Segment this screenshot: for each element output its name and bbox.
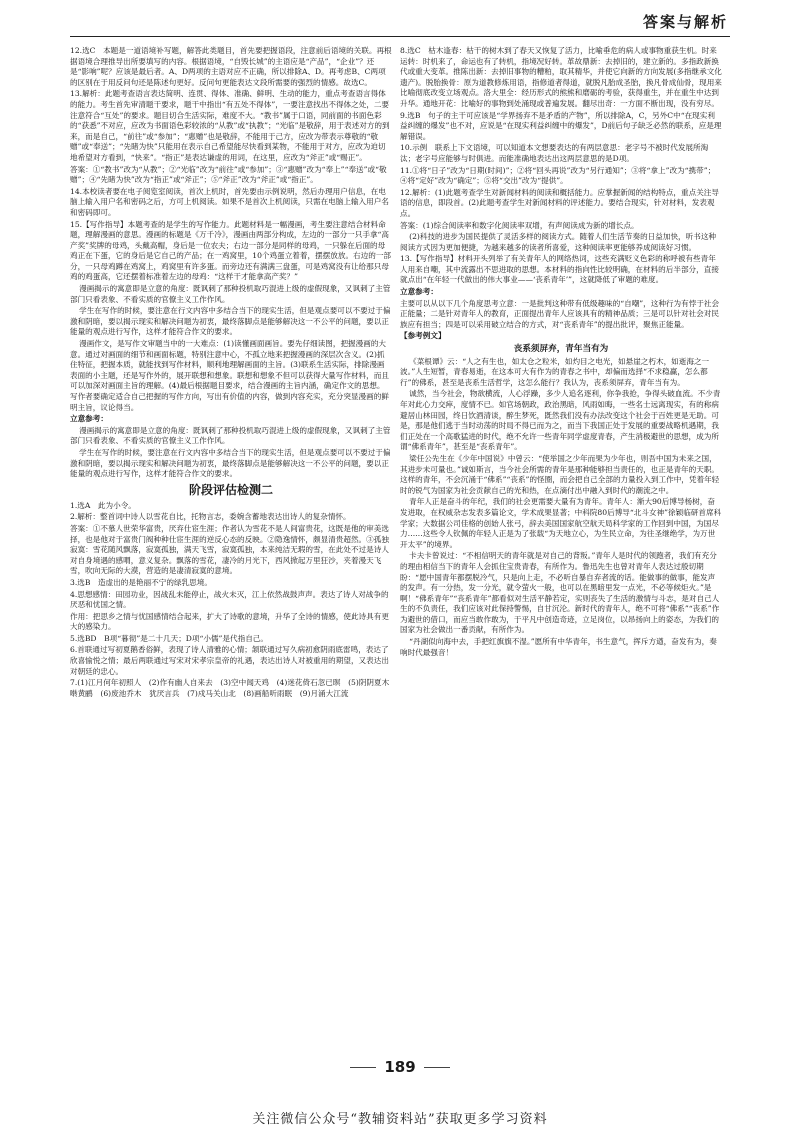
left-paragraph: 答案：①“教书”改为“从教”；②“光临”改为“前往”或“参加”；③“惠赠”改为“奉上”“奉送”或“敬赠”；④“先睹为快”改为“指正”或“斧正”；⑤“斧正”改为“斧正”或“指正”。 (70, 164, 387, 185)
header-title: 答案与解析 (642, 13, 728, 31)
right-paragraph: 答案：(1)综合阅读率和数字化阅读率双增，有声阅读成为新的增长点。 (400, 220, 639, 230)
right-paragraph: 12.解析：(1)此题考查学生对新闻材料的阅读和概括能力。应掌握新闻的结构特点，重点关注导语的信息，即段首。(2)此题考查学生对新闻材料的评述能力。要结合现实，针对材料，发表观点。 (400, 187, 719, 218)
left-paragraph: 漫画揭示的寓意即是立意的角度：既讽刺了那种投机取巧混进上级的虚假现象，又讽刺了主管部门只看表象、不看实质的官僚主义工作作风。 (70, 284, 391, 304)
right-column (400, 46, 722, 659)
left-paragraph: 2.解析：整首词中诗人以雪花自比，托物言志，委婉含蓄地表达出诗人的复杂情怀。 (70, 512, 351, 522)
page-number-row (0, 1058, 800, 1076)
left-paragraph: 答案：①不慕人世荣华富贵，厌弃仕宦生涯；作者认为雪花不是人间富贵花，这既是他的审美选择，也是他对于富贵门阀种种仕宦生涯的逆反心态的反映。②隐逸情怀，颇显清贵超然。③孤独寂寞：雪花随风飘落，寂寞孤独，满天飞雪，寂寞孤独，本来纯洁无瑕的雪，在此处不过是诗人对自身境遇的感喟，意义复杂。飘落的雪花，凄冷的月光下，西风掀起万里狂沙，夹着漫天飞雪，吹向无际的大漠，营造的是凄清寂寞的意境。 (70, 523, 389, 576)
page-number-dash-left (350, 1067, 376, 1068)
page-header (0, 0, 800, 34)
header-rule (70, 36, 730, 37)
right-paragraph: 诚然，当今社会，物欲横流，人心浮躁，多少人追名逐利，你争我抢，争得头破血流。不少青年对此心力交瘁，度情不已。如官场朝政，政治黑暗，风雨如晦，一些名士远离现实，有的称病避居山林田园，终日饮酒清谈，醉生梦死，既然我们没有办法改变这个社会于百姓更是无助。可是，那是他们逃于当时动荡的时局不得已而为之，而当下我国正处于发展的重要战略机遇期，我们正处在一个高歌猛进的时代，绝不允许一些青年同学虚度青春，产生消极避世的思想，成为所谓“佛系青年”，甚至是“丧系青年”。 (400, 389, 721, 452)
right-paragraph: 卡夫卡曾说过：“不相信明天的青年就是对自己的背叛。”青年人是时代的领跑者，我们有充分的理由相信当下的青年人会抓住宝贵青春，有所作为。鲁迅先生也曾对青年人表达过殷切期盼：“愿中国青年都摆脱冷气，只是向上走，不必听自暴自弃者流的话。能做事的做事，能发声的发声。有一分热，发一分光，就令萤火一般，也可以在黑暗里发一点光，不必等候炬火。”是啊！“佛系青年”“丧系青年”都看似对生活平静若定，实则丧失了生活的激情与斗志，是对自己人生的不负责任，我们应该对此保持警惕，自甘沉沦。新时代的青年人，绝不可将“佛系”“丧系”作为避世的借口，而应当敢作敢为，于平凡中创造奇迹，立足岗位，以昂扬向上的姿态，为我们的国家为社会做出一番贡献，有所作为。 (400, 551, 720, 635)
left-paragraph: 漫画揭示的寓意即是立意的角度：既讽刺了那种投机取巧混进上级的虚假现象，又讽刺了主管部门只看表象、不看实质的官僚主义工作作风。 (70, 425, 391, 446)
right-paragraph: 10.示例 联系上下文语境，可以知道本文想要表达的有两层意思：老字号不被时代发展所淘汰；老字号应能够与时俱进。而能准确地表达出这两层意思的是D项。 (400, 143, 709, 163)
left-paragraph: 3.选B 造虚出的是艳丽不宁的绿乳思境。 (70, 577, 212, 587)
essay-title: 丧系须屏弃，青年当有为 (513, 344, 609, 355)
right-paragraph: “丹湖似向海中去，手把红旗旗不湿。”愿所有中华青年，书生意气，挥斥方遒，奋发有为，奏响时代最强音！ (400, 637, 717, 657)
right-paragraph: (2)科技的进步为国民提供了灵活多样的阅读方式。随着人们生活节奏的日益加快，听书这种阅读方式因为更加便捷，为越来越多的读者所喜爱，这种阅读率更能够养成阅读好习惯。 (400, 232, 717, 252)
left-paragraph: 6.首联通过写初夏鹅香俗鲜，表现了诗人清雅的心情；颔联通过写久病初愈阴雨底雷鸣，表达了欣喜愉悦之情；最后两联通过写宋对宋孝宗皇帝的礼遇，表达出诗人对被重用的期望，又表达出对朝廷的忠心。 (70, 645, 389, 676)
right-paragraph: 13.【写作指导】材料开头列举了有关青年人的网络热词，这些充满贬义色彩的称呼被有些青年人用来自嘲，其中流露出不思进取的思想。本材料的指向性比较明确，在材料的后半部分，直接就点出“在年轻一代做出的伟大事业——‘丧系青年’”，这就降低了审题的难度。 (400, 254, 719, 285)
left-paragraph: 12.选C 本题是一道语境补写题，解答此类题目，首先要把握语段，注意前后语境的关联。再根据语境合理推导出所要填写的内容。根据语境，“自毁长城”的主语应是“产品”，“企业”？还是“影响”呢？应该是最后者。A、D两项的主语对应不正确，所以排除A、D。再考虑B、C两项的区别在于用反问句还是陈述句更好。反问句更能表达文段所需要的强烈的情感。故选C。 (70, 46, 392, 87)
page-number: 189 (384, 1058, 416, 1076)
right-paragraph: 主要可以从以下几个角度思考立意：一是批判这种带有低级趣味的“自嘲”，这种行为有悖于社会正能量；二是针对青年人的教育，正面提出青年人应该具有的精神品质；三是可以针对社会对民族应有担当；四是可以采用破立结合的方式，对“丧系青年”的提出批评，聚焦正能量。 (400, 298, 720, 329)
left-paragraph: 漫画作文，是写作文审题当中的一大难点：(1)读懂画面画旨。要先仔细读图，把握漫画的大意。通过对画面的细节和画面标题，特别注意中心，不孤立地来把握漫画的深层次含义。(2)抓住特征，把握本质，就能找到写作材料，顺利地理解画面的主旨。(3)联系生活实际，排除漫画表面的小主题，还是写作外的，展开联想和想象。联想和想象不但可以获得大量写作材料，而且可以加深对画面主旨的理解。(4)最后根据题目要求，结合漫画的主旨内涵，确定作文的思想。写作者要确定适合自己把握的写作方向，写出有价值的内容，做到内容充实，充分突显漫画的鲜明主旨，议论得当。 (70, 339, 389, 412)
left-paragraph: 4.思想感情：田园功业，因战乱未能停止，战火未灭，江上依然战鼓声声。表达了诗人对战争的厌恶和忧国之情。 (70, 589, 389, 610)
left-column (70, 46, 392, 700)
left-paragraph: 7.(1)江月何年初照人 (2)作有幽人自来去 (3)空中闻天鸡 (4)迷花倚石忽已暝 (5)阴阴夏木啭黄鹂 (6)废池乔木 犹厌言兵 (7)戍马关山北 (8)画船听雨眠 (9)月涌大江流 (70, 678, 390, 698)
left-paragraph: 5.选BD B项“暮彻”是二十几天；D项“小儒”是代指自己。 (70, 633, 268, 643)
right-paragraph: 青年人正是奋斗的年纪，我们的社会更需要大量有为青年。青年人：渐大90后博导杨树，奋发进取，在权威杂志发表多篇论文，学术成果显著；中科院80后博导“北斗女神”徐颖临研首席科学家；大数据公司佳格的创始人张弓，辞去美国国家航空航天局科学家的工作回到中国，为国尽力……这些令人钦佩的年轻人正是为了张载“为天地立心，为生民立命，为往圣继绝学，为万世开太平”的境界。 (400, 497, 722, 549)
left-paragraph: 作用：把思乡之情与忧国感情结合起来，扩大了诗歌的意境，升华了全诗的情感，使此诗具有更大的感染力。 (70, 611, 389, 632)
right-paragraph: 9.选B 句子的主干可应该是“学界扬弃不是矛盾的产物”，所以排除A，C，另外C中“在现实利益纠缠的爆发”也不对，应说是“在现实利益纠缠中的爆发”，D前后句子缺乏必然的联系，应是理解错误。 (400, 110, 722, 141)
footer-notice: 关注微信公众号“教辅资料站”获取更多学习资料 (252, 1112, 548, 1127)
right-paragraph: 8.选C 枯木逢春：枯干的树木到了春天又恢复了活力，比喻垂危的病人或事物重获生机。时来运转：时机来了，命运也有了转机，指境况好转。革故鼎新：去掉旧的，建立新的。多指政新换代或重大变革。推陈出新：去掉旧事物的糟粕，取其精华，并使它向新的方向发展(多指继承文化遗产)。脱胎换骨：原为道教修炼用语，指修道者得道，就脱凡胎成圣胎，换凡骨成仙骨，现用来比喻彻底改变立场观点。洛大里全：经历形式的熊熊和磨砺的考验，获得重生，并在重生中达到升华。通地开花：比喻好的事物到处涌现或普遍发展。翻尽出奇：一方面不断出现，没有穷尽。 (400, 46, 722, 108)
left-paragraph: 15.【写作指导】本题考查的是学生的写作能力。此题材料是一幅漫画，考生要注意结合材料命题，理解漫画的意思。漫画的标题是《万千冷》，漫画由两部分构成，左边的一部分一只手拿“高产奖”奖牌的母鸡，头戴高帽，身后是一位农夫；右边一部分是同样的母鸡，一只躲在后面的母鸡正在下蛋，它的身后是它自己的产品；在一鸡窝里，10个鸡蛋立着着，摆摆放放。右边的一部分，一只母鸡蹲在鸡窝上，鸡窝里有许多蛋。而旁边还有满满三盘蛋，可是鸡窝没有让给那只母鸡的鸡蛋高，它还摆着标准着左边的母鸡：“这样干才能拿高产奖？” (70, 219, 392, 282)
left-paragraph: 1.选A 此为小令。 (70, 500, 136, 510)
left-paragraph: 13.解析：此题考查语言表达简明、连贯、得体、准确、鲜明、生动的能力，重点考查语言得体的能力。考生首先审清题干要求，题干中指出“有五处不得体”，一要注意找出不得体之处，二要注意符合“互处”的要求。题目切合生活实际，难度不大。“教书”属于口语，同前面的书面色彩的“获悉”不对应，应改为书面语色彩较浓的“从教”或“执教”；“光临”是敬辞，用于表述对方的到来，而是自己，“前往”或“参加”；“惠赠”也是敬辞，不能用于己方，应改为带表示尊敬的“敬赠”或“奉送”；“先睹为快”只能用在表示自己希望能尽快看到某物，不能用于对方，应改为迫切地希望对方看到，“快来”。“指正”是表达谦虚的用词，在这里，应改为“斧正”或“赐正”。 (70, 89, 390, 162)
section-title: 阶段评估检测二 (188, 482, 273, 497)
right-paragraph: 梁任公先生在《少年中国说》中曾云：“使举国之少年而果为少年也，则吾中国为未来之国，其进步未可量也。”诚如斯言，当今社会所需的青年是那种能够担当责任的，也正是青年的天职。这样的青年，不会沉涌于“佛系”“丧系”的怪圈，而会把自己全部的力量投入到工作中，凭着年轻时的锐气为国家为社会贡献自己的光和热，在点滴付出中融入到时代的潮流之中。 (400, 453, 720, 495)
left-paragraph: 立意参考： (70, 414, 108, 424)
right-paragraph: 立意参考： (400, 287, 438, 297)
right-paragraph: 11.①将“日子”改为“日期(时间)”；②将“回头再说”改为“另行通知”；③将“拿上”改为“携带”；④将“定好”改为“确定”；⑤将“交出”改为“提供”。 (400, 165, 716, 186)
right-paragraph: 【参考例文】 (400, 331, 446, 341)
left-paragraph: 学生在写作的时候，要注意在行文内容中多结合当下的现实生活，但是观点要可以不要过于偏激和阴暗，要以揭示现实和解决问题为初衷，最终落脚点是能够解决这一不公平的问题，要以正能量的观点进行写作，这样才能符合作文的要求。 (70, 447, 391, 479)
page-number-dash-right (424, 1067, 450, 1068)
right-paragraph: 《菜根谭》云：“人之有生也，如太仓之粒米，如灼目之电光，如悬崖之朽木，如逝海之一波。”人生短暂，青春易逝，在这本可大有作为的青春之书中，却偏而选择“不求稳赢，怎么都行”的佛系，甚至是丧系生活哲学，这怎么能行？我认为，丧系须屏弃，青年当有为。 (400, 356, 710, 387)
left-paragraph: 学生在写作的时候，要注意在行文内容中多结合当下的现实生活，但是观点要可以不要过于偏激和阴暗，要以揭示现实和解决问题为初衷，最终落脚点是能够解决这一不公平的问题，要以正能量的观点进行写作，这样才能符合作文的要求。 (70, 306, 391, 337)
left-paragraph: 14.本校读者要在电子阅览室阅读，首次上机时，首先要由示例说明，然后办理用户信息，在电脑上输入用户名和密码之后，方可上机阅读。如果不是首次上机阅读，只需在电脑上输入用户名和密码即可。 (70, 186, 389, 217)
